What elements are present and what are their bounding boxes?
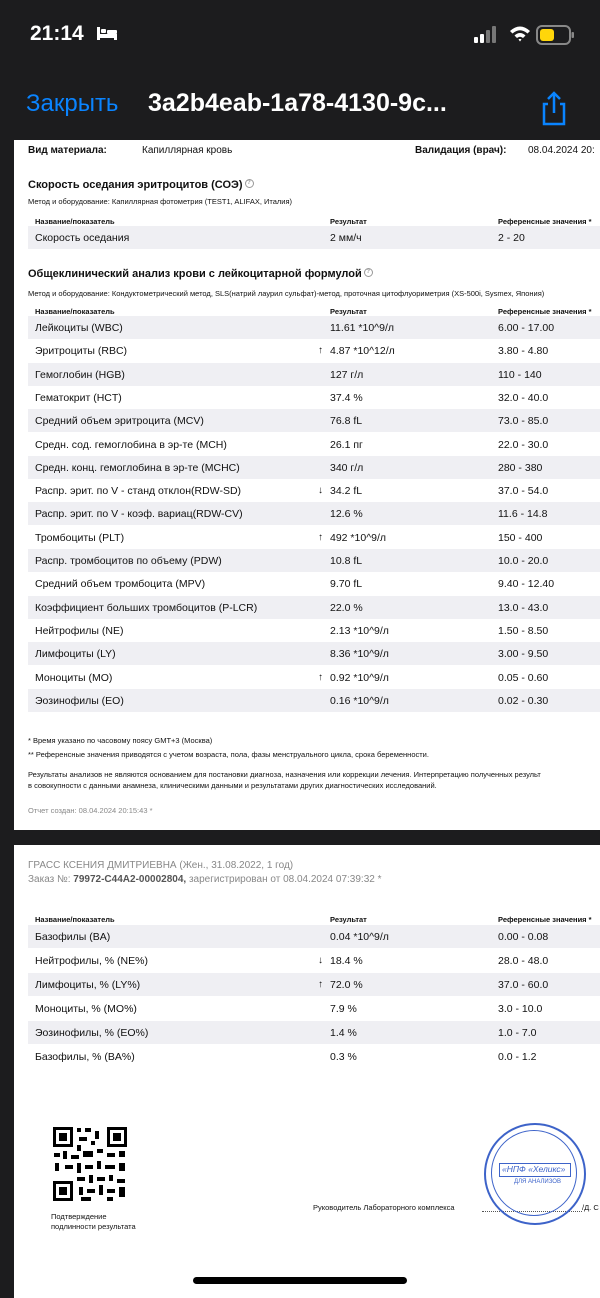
column-header-result: Результат	[330, 307, 367, 316]
table-row	[28, 316, 600, 339]
row-result: 2 мм/ч	[330, 232, 362, 244]
row-result: 1.4 %	[330, 1027, 357, 1039]
row-name: Средн. конц. гемоглобина в эр-те (MCHC)	[35, 461, 240, 474]
row-name: Моноциты (MO)	[35, 671, 113, 684]
table-row	[28, 339, 600, 362]
row-reference: 110 - 140	[498, 368, 542, 381]
row-reference: 37.0 - 60.0	[498, 979, 549, 991]
row-name: Средн. сод. гемоглобина в эр-те (MCH)	[35, 438, 227, 451]
row-name: Лейкоциты (WBC)	[35, 322, 123, 334]
table-row	[28, 363, 600, 386]
row-result: 4.87 *10^12/л	[330, 345, 395, 358]
cbc-section-title: Общеклинический анализ крови с лейкоцитарной формулой ?	[28, 268, 373, 280]
row-result: 340 г/л	[330, 461, 364, 474]
trend-arrow-icon: ↑	[318, 531, 323, 543]
row-result: 34.2 fL	[330, 485, 363, 498]
row-reference: 1.50 - 8.50	[498, 624, 549, 637]
row-result: 7.9 %	[330, 1003, 357, 1015]
table-row	[28, 433, 600, 456]
row-result: 26.1 пг	[330, 438, 363, 451]
table-row	[28, 502, 600, 525]
close-button[interactable]: Закрыть	[26, 90, 119, 117]
column-header-name: Название/показатель	[35, 915, 115, 924]
table-row	[28, 386, 600, 409]
row-name: Распр. эрит. по V - коэф. вариац(RDW-CV)	[35, 508, 243, 521]
table-row	[28, 596, 600, 619]
row-reference: 32.0 - 40.0	[498, 391, 549, 404]
table-row	[28, 226, 600, 249]
document-title: 3a2b4eab-1a78-4130-9c...	[148, 89, 447, 117]
status-time: 21:14	[30, 22, 84, 45]
row-result: 18.4 %	[330, 955, 363, 967]
row-name: Средний объем тромбоцита (MPV)	[35, 578, 206, 591]
row-reference: 9.40 - 12.40	[498, 578, 555, 591]
row-reference: 6.00 - 17.00	[498, 322, 555, 334]
battery-icon	[536, 24, 576, 46]
trend-arrow-icon: ↑	[318, 671, 323, 683]
row-name: Коэффициент больших тромбоцитов (P-LCR)	[35, 601, 258, 614]
qr-caption-line-2: подлинности результата	[51, 1222, 136, 1231]
row-reference: 3.0 - 10.0	[498, 1003, 543, 1015]
row-name: Распр. тромбоцитов по объему (PDW)	[35, 555, 222, 567]
column-header-ref: Референсные значения *	[498, 307, 592, 316]
document-page-1[interactable]	[14, 140, 600, 830]
row-reference: 28.0 - 48.0	[498, 955, 549, 967]
row-result: 0.92 *10^9/л	[330, 671, 389, 684]
row-result: 8.36 *10^9/л	[330, 648, 389, 661]
table-row	[28, 409, 600, 432]
row-name: Тромбоциты (PLT)	[35, 531, 125, 544]
trend-arrow-icon: ↑	[318, 979, 323, 990]
row-result: 72.0 %	[330, 979, 363, 991]
nav-bar	[0, 70, 600, 140]
row-result: 22.0 %	[330, 601, 363, 614]
row-name: Лимфоциты, % (LY%)	[35, 979, 141, 991]
table-row	[28, 1021, 600, 1044]
qr-caption-line-1: Подтверждение	[51, 1212, 107, 1221]
disclaimer-line-1: Результаты анализов не являются основанием для постановки диагноза, назначения или коррекции лечения. Интерпретацию полученных результ	[28, 770, 541, 779]
row-reference: 37.0 - 54.0	[498, 485, 549, 498]
row-result: 0.04 *10^9/л	[330, 931, 389, 943]
column-header-result: Результат	[330, 915, 367, 924]
row-name: Средний объем эритроцита (MCV)	[35, 415, 204, 428]
material-label: Вид материала:	[28, 145, 107, 156]
row-name: Эозинофилы (EO)	[35, 694, 124, 707]
cbc-method: Метод и оборудование: Кондуктометрический метод, SLS(натрий лаурил сульфат)-метод, проточная цитофлуориметрия (XS-500i, Sysmex, Япония)	[28, 289, 545, 298]
row-reference: 1.0 - 7.0	[498, 1027, 537, 1039]
patient-info: ГРАСС КСЕНИЯ ДМИТРИЕВНА (Жен., 31.08.2022, 1 год)	[28, 860, 294, 871]
trend-arrow-icon: ↑	[318, 345, 323, 357]
column-header-ref: Референсные значения *	[498, 915, 592, 924]
row-reference: 13.0 - 43.0	[498, 601, 549, 614]
share-icon[interactable]	[538, 90, 570, 126]
row-name: Лимфоциты (LY)	[35, 648, 116, 661]
row-reference: 22.0 - 30.0	[498, 438, 549, 451]
wifi-icon	[508, 24, 532, 44]
status-bar	[0, 0, 600, 70]
column-header-ref: Референсные значения *	[498, 217, 592, 226]
sleep-bed-icon	[96, 24, 118, 42]
row-result: 127 г/л	[330, 368, 364, 381]
column-header-result: Результат	[330, 217, 367, 226]
esr-section-title: Скорость оседания эритроцитов (СОЭ) ?	[28, 179, 254, 191]
signature-tail: /Д. С	[582, 1203, 599, 1212]
validation-value: 08.04.2024 20:	[528, 145, 595, 156]
row-result: 76.8 fL	[330, 415, 363, 428]
row-name: Распр. эрит. по V - станд отклон(RDW-SD)	[35, 485, 242, 498]
row-name: Гематокрит (HCT)	[35, 391, 122, 404]
info-icon: ?	[364, 268, 373, 277]
order-info: Заказ №: 79972-C44A2-00002804, зарегистрирован от 08.04.2024 07:39:32 *	[28, 874, 382, 885]
esr-method: Метод и оборудование: Капиллярная фотометрия (TEST1, ALIFAX, Италия)	[28, 197, 293, 206]
table-row	[28, 925, 600, 948]
row-name: Базофилы (BA)	[35, 931, 111, 943]
table-row	[28, 1045, 600, 1068]
table-row	[28, 949, 600, 972]
footnote-reference: ** Референсные значения приводятся с учетом возраста, пола, фазы менструального цикла, срока беременности.	[28, 750, 429, 759]
row-reference: 3.00 - 9.50	[498, 648, 549, 661]
material-value: Капиллярная кровь	[142, 145, 233, 156]
row-name: Скорость оседания	[35, 232, 130, 244]
table-row	[28, 666, 600, 689]
document-page-2[interactable]	[14, 845, 600, 1298]
row-name: Моноциты, % (MO%)	[35, 1003, 137, 1015]
row-reference: 11.6 - 14.8	[498, 508, 548, 521]
signature-label: Руководитель Лабораторного комплекса	[313, 1203, 455, 1212]
table-row	[28, 973, 600, 996]
table-row	[28, 619, 600, 642]
lab-stamp	[484, 1123, 586, 1225]
row-reference: 10.0 - 20.0	[498, 555, 549, 567]
row-reference: 2 - 20	[498, 232, 525, 244]
stamp-text: «НПФ «Хеликс»	[502, 1164, 566, 1174]
stamp-subtext: ДЛЯ АНАЛИЗОВ	[514, 1179, 561, 1185]
row-name: Базофилы, % (BA%)	[35, 1051, 135, 1063]
row-reference: 0.05 - 0.60	[498, 671, 549, 684]
row-result: 2.13 *10^9/л	[330, 624, 389, 637]
table-row	[28, 456, 600, 479]
table-row	[28, 549, 600, 572]
row-name: Эритроциты (RBC)	[35, 345, 128, 358]
row-name: Эозинофилы, % (EO%)	[35, 1027, 149, 1039]
row-result: 10.8 fL	[330, 555, 363, 567]
row-result: 12.6 %	[330, 508, 363, 521]
trend-arrow-icon: ↓	[318, 955, 323, 966]
column-header-name: Название/показатель	[35, 217, 115, 226]
row-reference: 150 - 400	[498, 531, 543, 544]
row-name: Нейтрофилы, % (NE%)	[35, 955, 148, 967]
qr-code-icon[interactable]	[51, 1125, 129, 1203]
row-reference: 3.80 - 4.80	[498, 345, 549, 358]
table-row	[28, 526, 600, 549]
row-result: 9.70 fL	[330, 578, 363, 591]
row-result: 37.4 %	[330, 391, 363, 404]
row-reference: 73.0 - 85.0	[498, 415, 549, 428]
footnote-timezone: * Время указано по часовому поясу GMT+3 (Москва)	[28, 736, 213, 745]
info-icon: ?	[245, 179, 254, 188]
row-result: 492 *10^9/л	[330, 531, 387, 544]
trend-arrow-icon: ↓	[318, 485, 323, 497]
row-name: Нейтрофилы (NE)	[35, 624, 124, 637]
table-row	[28, 572, 600, 595]
disclaimer-line-2: в совокупности с данными анамнеза, клиническими данными и результатами других диагностических исследований.	[28, 781, 437, 790]
row-reference: 280 - 380	[498, 461, 543, 474]
home-indicator[interactable]	[193, 1277, 407, 1284]
table-row	[28, 642, 600, 665]
column-header-name: Название/показатель	[35, 307, 115, 316]
cellular-signal-icon	[474, 24, 500, 44]
validation-label: Валидация (врач):	[415, 145, 507, 156]
table-row	[28, 689, 600, 712]
row-result: 11.61 *10^9/л	[330, 322, 394, 334]
report-created: Отчет создан: 08.04.2024 20:15:43 *	[28, 806, 153, 815]
row-result: 0.3 %	[330, 1051, 357, 1063]
table-row	[28, 479, 600, 502]
table-row	[28, 997, 600, 1020]
row-reference: 0.0 - 1.2	[498, 1051, 537, 1063]
row-reference: 0.02 - 0.30	[498, 694, 549, 707]
row-name: Гемоглобин (HGB)	[35, 368, 125, 381]
row-reference: 0.00 - 0.08	[498, 931, 549, 943]
row-result: 0.16 *10^9/л	[330, 694, 389, 707]
